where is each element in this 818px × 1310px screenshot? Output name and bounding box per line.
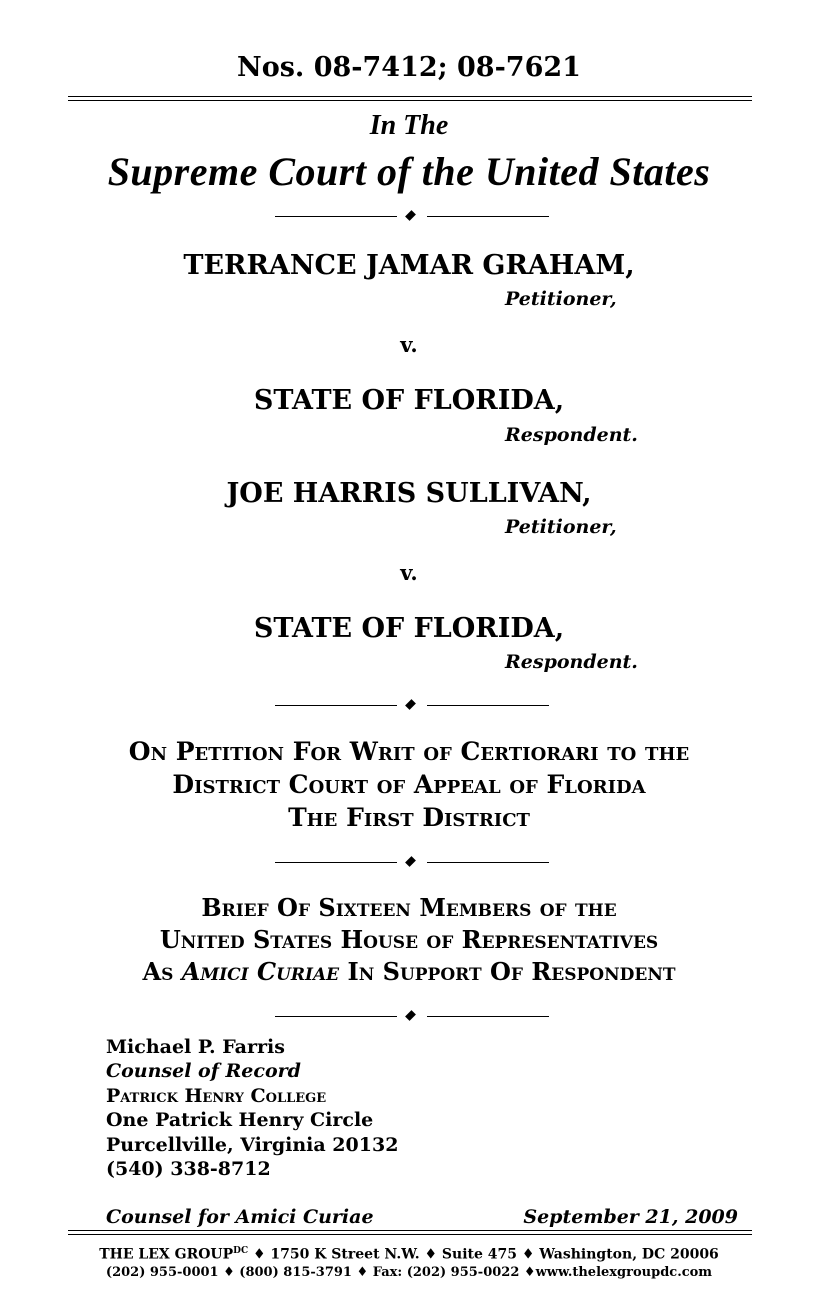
petition-line-2: District Court of Appeal of Florida	[172, 770, 646, 799]
case1-petitioner-role: Petitioner,	[505, 288, 617, 310]
counsel-title: Counsel of Record	[106, 1060, 301, 1083]
court-heading-name: Supreme Court of the United States	[107, 149, 711, 194]
case2-respondent-name: STATE OF FLORIDA,	[253, 613, 565, 644]
separator-diamond	[275, 855, 549, 869]
brief-title-line-2: United States House of Representatives	[159, 925, 659, 954]
case2-respondent-role: Respondent.	[505, 651, 638, 673]
counsel-phone: (540) 338-8712	[106, 1158, 271, 1181]
separator-diamond	[275, 209, 549, 223]
case2-petitioner-name: JOE HARRIS SULLIVAN,	[226, 478, 592, 509]
counsel-organization: Patrick Henry College	[106, 1084, 327, 1107]
case2-versus: v.	[400, 560, 418, 585]
counsel-name: Michael P. Farris	[106, 1036, 285, 1058]
case1-petitioner-name: TERRANCE JAMAR GRAHAM,	[183, 250, 635, 281]
printer-line-2: (202) 955-0001 ♦ (800) 815-3791 ♦ Fax: (202) 955-0022 ♦www.thelexgroupdc.com	[105, 1265, 713, 1280]
case1-respondent-name: STATE OF FLORIDA,	[253, 385, 565, 416]
separator-diamond	[275, 1009, 549, 1023]
brief-title-line-3: As Amici Curiae In Support Of Respondent	[142, 957, 676, 986]
separator-diamond	[275, 698, 549, 712]
footer-counsel-for: Counsel for Amici Curiae	[106, 1206, 374, 1228]
docket-number: Nos. 08-7412; 08-7621	[237, 52, 581, 83]
counsel-block	[106, 1035, 398, 1181]
petition-line-1: On Petition For Writ of Certiorari to the	[128, 737, 690, 766]
case1-respondent-role: Respondent.	[505, 424, 638, 446]
top-double-rule	[68, 96, 752, 101]
court-heading-in-the: In The	[369, 110, 449, 141]
case2-petitioner-role: Petitioner,	[505, 516, 617, 538]
case1-versus: v.	[400, 332, 418, 357]
printer-line-1: THE LEX $GROUP^{DC}$ ♦ 1750 K Street N.W. ♦ Suite 475 ♦ Washington, DC 20006	[99, 1246, 719, 1263]
counsel-city: Purcellville, Virginia 20132	[106, 1133, 399, 1156]
bottom-double-rule	[68, 1230, 752, 1235]
brief-title-line-1: Brief Of Sixteen Members of the	[201, 893, 617, 922]
petition-line-3: The First District	[288, 803, 530, 832]
counsel-street: One Patrick Henry Circle	[106, 1109, 374, 1132]
footer-date: September 21, 2009	[523, 1206, 738, 1228]
